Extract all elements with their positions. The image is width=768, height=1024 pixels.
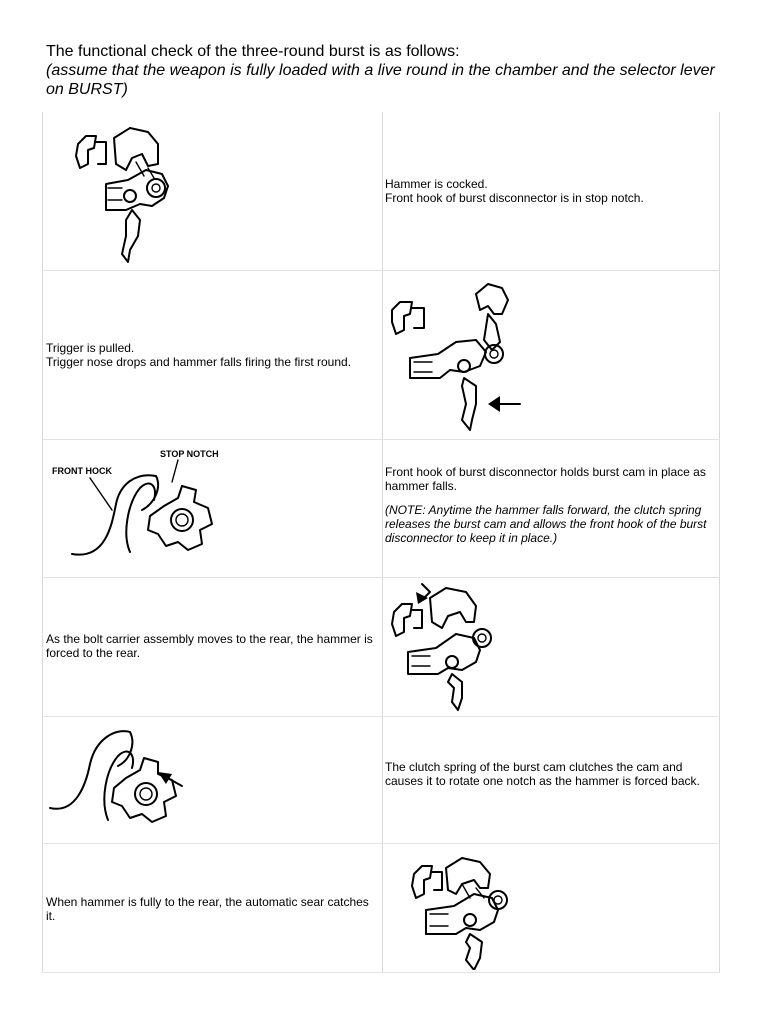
row-divider	[42, 270, 720, 271]
automatic-sear-catch-diagram	[404, 854, 534, 975]
stop-notch-label: STOP NOTCH	[160, 449, 219, 459]
row-6-line-1: When hammer is fully to the rear, the automatic sear catches it.	[46, 895, 369, 923]
row-3-note: (NOTE: Anytime the hammer falls forward, the clutch spring releases the burst cam and allows the front hook of the burst disconnector to keep it in place.)	[385, 503, 707, 545]
functional-check-table	[42, 112, 720, 973]
row-divider	[42, 716, 720, 717]
row-1-description	[385, 177, 715, 205]
row-3-line-1: Front hook of burst disconnector holds burst cam in place as hammer falls.	[385, 465, 706, 493]
row-2-description	[46, 341, 378, 369]
page-heading	[46, 42, 736, 99]
row-4-description	[46, 632, 378, 660]
hammer-forced-rear-diagram	[386, 582, 516, 717]
row-5-description	[385, 760, 717, 788]
burst-cam-stop-notch-diagram	[46, 444, 246, 579]
row-1-line-1: Hammer is cocked.	[385, 177, 488, 191]
page-title: The functional check of the three-round burst is as follows:	[46, 43, 460, 60]
row-1-line-2: Front hook of burst disconnector is in stop notch.	[385, 191, 644, 205]
row-6-description	[46, 895, 378, 923]
row-divider	[42, 439, 720, 440]
row-divider	[42, 843, 720, 844]
front-hook-label: FRONT HOCK	[52, 466, 112, 476]
trigger-pulled-diagram	[384, 280, 524, 441]
row-2-line-2: Trigger nose drops and hammer falls firing the first round.	[46, 355, 352, 369]
page-subtitle: (assume that the weapon is fully loaded with a live round in the chamber and the selector lever on BURST)	[46, 62, 715, 98]
row-2-line-1: Trigger is pulled.	[46, 341, 135, 355]
clutch-spring-rotation-diagram	[46, 724, 216, 839]
hammer-cocked-diagram	[66, 124, 196, 269]
row-3-description	[385, 465, 717, 545]
row-4-line-1: As the bolt carrier assembly moves to the rear, the hammer is forced to the rear.	[46, 632, 373, 660]
row-5-line-1: The clutch spring of the burst cam clutches the cam and causes it to rotate one notch as the hammer is forced back.	[385, 760, 700, 788]
table-border-bottom	[42, 972, 720, 973]
